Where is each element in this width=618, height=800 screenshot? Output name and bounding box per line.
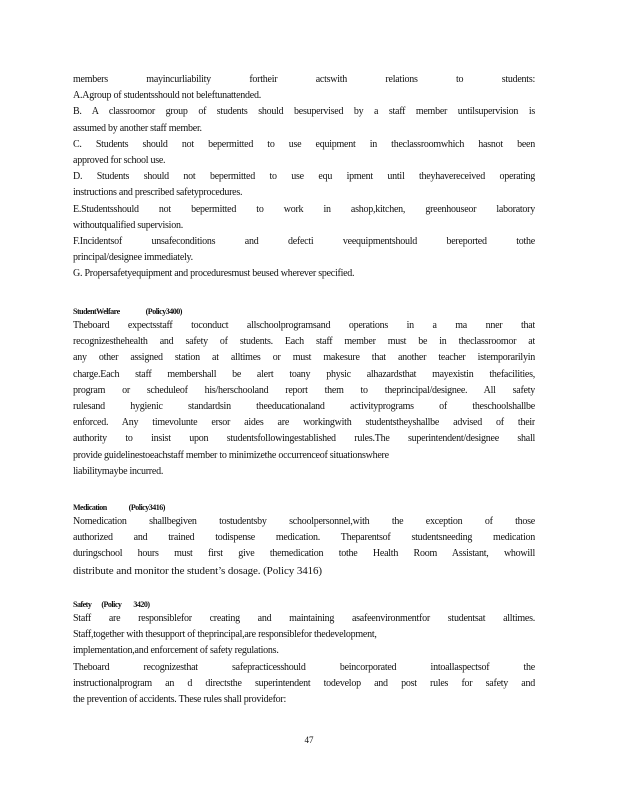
body-line: authorized and trained todispense medication. Theparentsof studentsneeding medication bbox=[73, 532, 535, 544]
intro-line: approved for school use. bbox=[73, 154, 166, 166]
body-line: Theboard recognizesthat safepracticesshould beincorporated intoallaspectsof the bbox=[73, 661, 535, 673]
welfare-section bbox=[73, 306, 535, 480]
body-line: enforced. Any timevolunte ersor aides are workingwith studentstheyshallbe advised of their bbox=[73, 417, 535, 429]
body-line: distribute and monitor the student’s dosage. (Policy 3416) bbox=[73, 564, 322, 577]
body-line: Theboard expectsstaff toconduct allschoolprogramsand operations in a ma nner that bbox=[73, 320, 535, 331]
body-line: instructionalprogram an d directsthe superintendent todevelop and post rules for safety and bbox=[73, 677, 535, 689]
policy-number: (Policy3416) bbox=[128, 503, 165, 512]
body-line: program or scheduleof his/herschooland report them to theprincipal/designee. All safety bbox=[73, 384, 535, 396]
body-line: provide guidelinestoeachstaff member to minimizethe occurrenceof situationswhere bbox=[73, 449, 389, 461]
page-number: 47 bbox=[304, 735, 314, 745]
section-title: StudentWelfare bbox=[73, 307, 120, 316]
body-line: liabilitymaybe incurred. bbox=[73, 465, 164, 477]
body-line: Staff,together with thesupport of theprincipal,are responsiblefor thedevelopment, bbox=[73, 629, 377, 641]
intro-line: principal/designee immediately. bbox=[73, 252, 193, 264]
body-line: authority to insist upon studentsfollowingestablished rules.The superintendent/designee shall bbox=[73, 433, 535, 445]
body-line: the prevention of accidents. These rules shall providefor: bbox=[73, 693, 287, 705]
intro-line: A.Agroup of studentsshould not beleftunattended. bbox=[73, 90, 261, 102]
intro-line: B. A classroomor group of students should besupervised by a staff member untilsupervision is bbox=[73, 106, 535, 118]
body-line: implementation,and enforcement of safety regulations. bbox=[73, 645, 279, 657]
body-line: Staff are responsiblefor creating and maintaining asafeenvironmentfor studentsat alltimes. bbox=[73, 613, 535, 624]
medication-section bbox=[73, 502, 535, 579]
policy-number: (Policy3400) bbox=[145, 307, 182, 316]
section-title: Safety bbox=[73, 600, 92, 609]
intro-line: members mayincurliability fortheir actswith relations to students: bbox=[73, 74, 535, 85]
section-heading bbox=[73, 599, 535, 611]
section-title: Medication bbox=[73, 503, 107, 512]
intro-line: withoutqualified supervision. bbox=[73, 219, 183, 231]
intro-line: assumed by another staff member. bbox=[73, 122, 202, 134]
intro-line: E.Studentsshould not bepermitted to work in ashop,kitchen, greenhouseor laboratory bbox=[73, 203, 535, 215]
section-heading bbox=[73, 306, 535, 318]
body-line: charge.Each staff membershall be alert toany physic alhazardsthat mayexistin thefacilities, bbox=[73, 368, 535, 380]
body-line: recognizesthehealth and safety of students. Each staff member must be in theclassroomor at bbox=[73, 336, 535, 348]
section-heading bbox=[73, 502, 535, 514]
policy-number: (Policy 3420) bbox=[101, 600, 150, 609]
body-line: duringschool hours must first give themedication tothe Health Room Assistant, whowill bbox=[73, 548, 535, 560]
intro-section bbox=[73, 72, 535, 282]
intro-line: D. Students should not bepermitted to use equ ipment until theyhavereceived operating bbox=[73, 171, 535, 183]
body-line: Nomedication shallbegiven tostudentsby schoolpersonnel,with the exception of those bbox=[73, 516, 535, 527]
intro-line: G. Propersafetyequipment and proceduresmust beused wherever specified. bbox=[73, 268, 355, 280]
safety-section bbox=[73, 599, 535, 708]
intro-line: instructions and prescribed safetyprocedures. bbox=[73, 187, 243, 199]
body-line: any other assigned station at alltimes or must makesure that another teacher istemporarilyin bbox=[73, 352, 535, 364]
intro-line: C. Students should not bepermitted to use equipment in theclassroomwhich hasnot been bbox=[73, 138, 535, 150]
intro-line: F.Incidentsof unsafeconditions and defecti veequipmentshould bereported tothe bbox=[73, 235, 535, 247]
body-line: rulesand hygienic standardsin theeducationaland activityprograms of theschoolshallbe bbox=[73, 400, 535, 412]
